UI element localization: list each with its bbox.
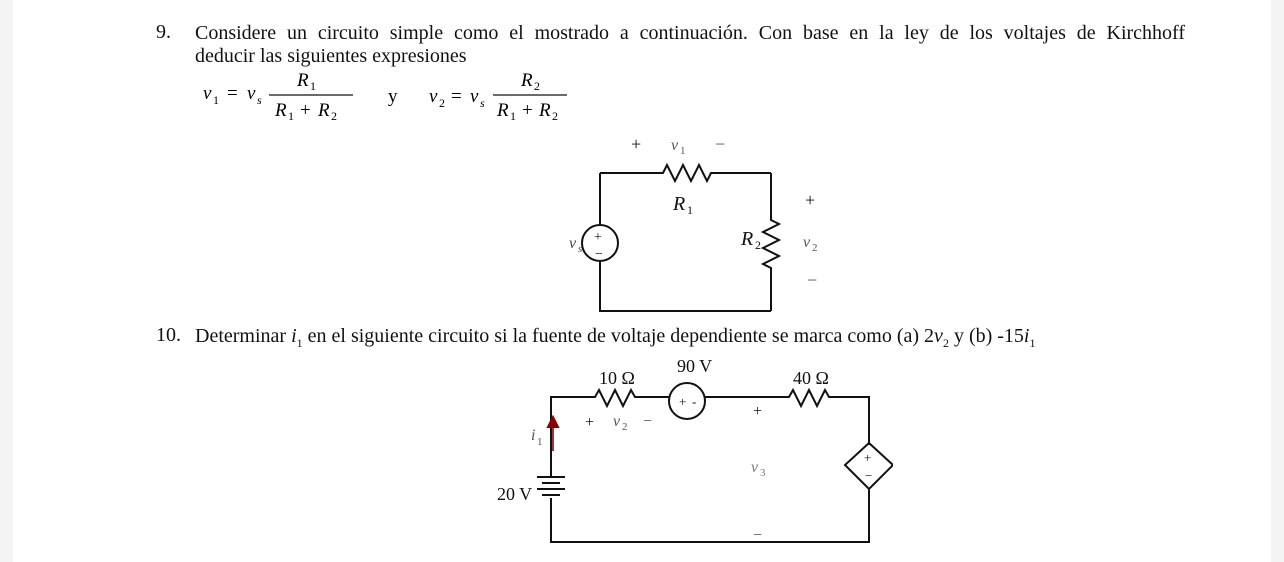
eq1-numerator-sub: 1 bbox=[310, 79, 316, 93]
r1-label-sub: 1 bbox=[687, 203, 693, 217]
q10-i1b: i bbox=[1023, 325, 1030, 347]
question-9-number: 9. bbox=[156, 21, 171, 43]
src90-plus: + bbox=[679, 394, 687, 409]
eq2-den-plus: + bbox=[522, 100, 533, 121]
eq2-den-a-sub: 1 bbox=[510, 109, 516, 123]
r40-resistor bbox=[705, 390, 869, 445]
vs-minus: − bbox=[595, 247, 603, 262]
q10-text-c: y (b) -15 bbox=[948, 325, 1024, 347]
question-10-text bbox=[195, 324, 1035, 355]
document-page bbox=[13, 0, 1271, 562]
r2-resistor bbox=[763, 173, 779, 311]
src90-minus: - bbox=[692, 394, 697, 409]
circuit-dependent-source bbox=[473, 352, 893, 552]
v2-minus: − bbox=[807, 270, 818, 290]
v2-label-2: v bbox=[613, 413, 621, 430]
eq2-numerator-sub: 2 bbox=[534, 79, 540, 93]
v3-plus: + bbox=[753, 403, 763, 420]
r10-label: 10 Ω bbox=[599, 368, 635, 388]
q10-text-b: en el siguiente circuito si la fuente de voltaje dependiente se marca como (a) 2 bbox=[302, 325, 935, 347]
bottom-wire bbox=[600, 261, 771, 311]
question-10-number: 10. bbox=[156, 324, 181, 346]
eq1-vs-sub: s bbox=[257, 93, 262, 107]
i1-label-sub: 1 bbox=[537, 436, 543, 448]
v3-label-sub: 3 bbox=[760, 467, 766, 479]
r1-resistor bbox=[600, 165, 771, 181]
v2-label-sub: 2 bbox=[812, 242, 818, 254]
dep-plus: + bbox=[864, 450, 872, 465]
eq2-vs-sub: s bbox=[480, 96, 485, 110]
vs-plus: + bbox=[594, 230, 602, 245]
eq1-den-plus: + bbox=[300, 100, 311, 121]
eq2-lhs-sub: 2 bbox=[439, 96, 445, 110]
q10-i1: i bbox=[291, 325, 297, 347]
eq1-den-b: R bbox=[318, 100, 330, 121]
voltage-source-90v bbox=[669, 383, 705, 419]
r40-label: 40 Ω bbox=[793, 368, 829, 388]
v1-label: v bbox=[671, 137, 679, 154]
v1-label-sub: 1 bbox=[680, 145, 686, 157]
eq1-lhs: v bbox=[203, 83, 212, 104]
v3-minus: − bbox=[753, 527, 763, 544]
v3-label: v bbox=[751, 459, 759, 476]
q10-text-a: Determinar bbox=[195, 325, 292, 347]
v1-minus: − bbox=[715, 134, 726, 154]
vs-label-sub: s bbox=[578, 243, 583, 255]
circuit-voltage-divider bbox=[543, 128, 823, 318]
eq2-den-b: R bbox=[539, 100, 551, 121]
current-arrow-head bbox=[548, 417, 558, 427]
r1-label: R bbox=[673, 193, 686, 215]
eq2-den-a: R bbox=[497, 100, 509, 121]
eq1-equals: = bbox=[227, 83, 238, 104]
vs-label: v bbox=[569, 235, 577, 252]
eq1-den-b-sub: 2 bbox=[331, 109, 337, 123]
eq-connector: y bbox=[388, 86, 398, 107]
q10-i1b-sub: 1 bbox=[1029, 336, 1036, 350]
v2-plus-2: + bbox=[585, 414, 595, 431]
q10-i1-sub: 1 bbox=[296, 336, 303, 350]
v90-label: 90 V bbox=[677, 356, 713, 376]
eq2-vs: v bbox=[470, 86, 479, 107]
eq2-lhs: v bbox=[429, 86, 438, 107]
eq2-den-b-sub: 2 bbox=[552, 109, 558, 123]
v1-plus: + bbox=[631, 134, 642, 154]
eq1-den-a: R bbox=[275, 100, 287, 121]
v2-label: v bbox=[803, 234, 811, 251]
r2-label-sub: 2 bbox=[755, 238, 761, 252]
question-9-line1: Considere un circuito simple como el mostrado a continuación. Con base en la ley de los voltajes de Kirchhoff bbox=[195, 22, 1185, 44]
eq1-numerator: R bbox=[297, 70, 309, 91]
eq2-numerator: R bbox=[521, 70, 533, 91]
v20-label: 20 V bbox=[497, 484, 533, 504]
eq1-vs: v bbox=[247, 83, 256, 104]
v2-minus-2: − bbox=[643, 413, 653, 430]
question-9-line2: deducir las siguientes expresiones bbox=[195, 45, 467, 67]
q10-v2-sub: 2 bbox=[942, 336, 949, 350]
q10-v2: v bbox=[934, 325, 943, 347]
eq2-equals: = bbox=[451, 86, 462, 107]
v2-label-2-sub: 2 bbox=[622, 421, 628, 433]
eq1-den-a-sub: 1 bbox=[288, 109, 294, 123]
r2-label: R bbox=[741, 228, 754, 250]
bottom-wire-2 bbox=[551, 489, 869, 542]
dep-minus: − bbox=[865, 468, 873, 483]
i1-label: i bbox=[531, 427, 536, 444]
eq1-lhs-sub: 1 bbox=[213, 93, 219, 107]
v2-plus: + bbox=[805, 190, 816, 210]
question-9-formulas bbox=[193, 64, 593, 124]
